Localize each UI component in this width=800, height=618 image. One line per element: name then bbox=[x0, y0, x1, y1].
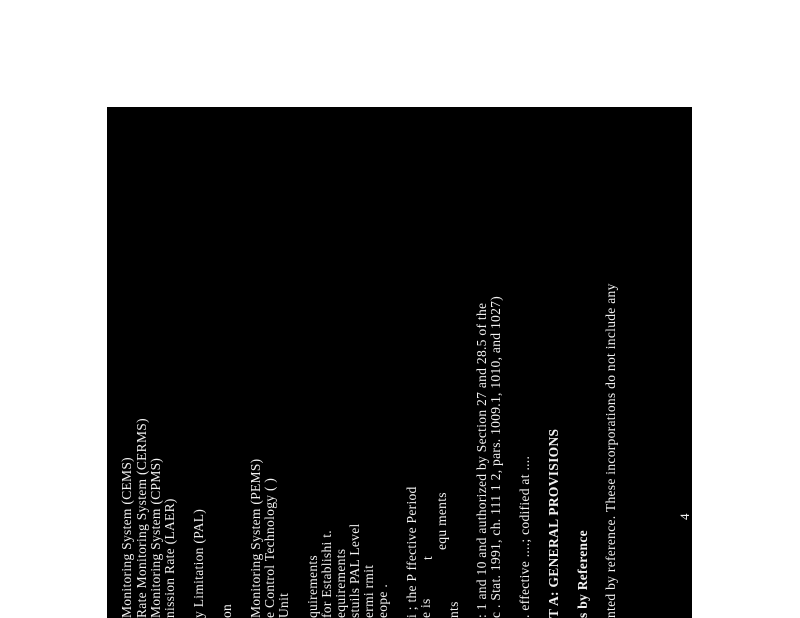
text-line: . effective ....; codified at .... bbox=[517, 455, 532, 618]
text-line: Monitoring System (CPMS) bbox=[148, 457, 163, 618]
text-line: ermi rmit bbox=[361, 564, 376, 618]
text-line: c . Stat. 1991, ch. 111 1 2, pars. 1009.1, 1010, and 1027) bbox=[488, 296, 503, 618]
text-line: i ; the P ffective Period bbox=[404, 486, 419, 618]
rotated-text-block bbox=[107, 107, 692, 618]
text-line: t bbox=[420, 555, 435, 560]
text-line: Monitoring System (PEMS) bbox=[248, 458, 263, 618]
text-line: e Control Technology ( ) bbox=[262, 477, 277, 618]
text-line: y Limitation (PAL) bbox=[191, 508, 206, 618]
section-heading: T A: GENERAL PROVISIONS bbox=[546, 428, 561, 618]
text-line: equ ments bbox=[434, 492, 449, 550]
text-line: e is bbox=[418, 598, 433, 618]
text-line: quirements bbox=[305, 555, 320, 618]
text-line: equirements bbox=[333, 548, 348, 618]
text-line: nts bbox=[446, 601, 461, 618]
page-number: 4 bbox=[677, 513, 692, 520]
text-line: for Establishi t. bbox=[319, 530, 334, 618]
text-line: stuils PAL Level bbox=[347, 523, 362, 618]
text-line: on bbox=[219, 603, 234, 618]
text-line: eope . bbox=[375, 583, 390, 618]
text-line: Rate Monitoring System (CERMS) bbox=[134, 418, 149, 618]
text-line: nted by reference. These incorporations do not include any bbox=[603, 283, 618, 618]
text-line: nission Rate (LAER) bbox=[162, 498, 177, 618]
text-line: : 1 and 10 and authorized by Section 27 and 28.5 of the bbox=[474, 302, 489, 618]
text-line: Unit bbox=[276, 592, 291, 618]
subsection-heading: s by Reference bbox=[575, 530, 590, 618]
scanned-page bbox=[107, 107, 692, 618]
text-line: Monitoring System (CEMS) bbox=[119, 457, 134, 618]
